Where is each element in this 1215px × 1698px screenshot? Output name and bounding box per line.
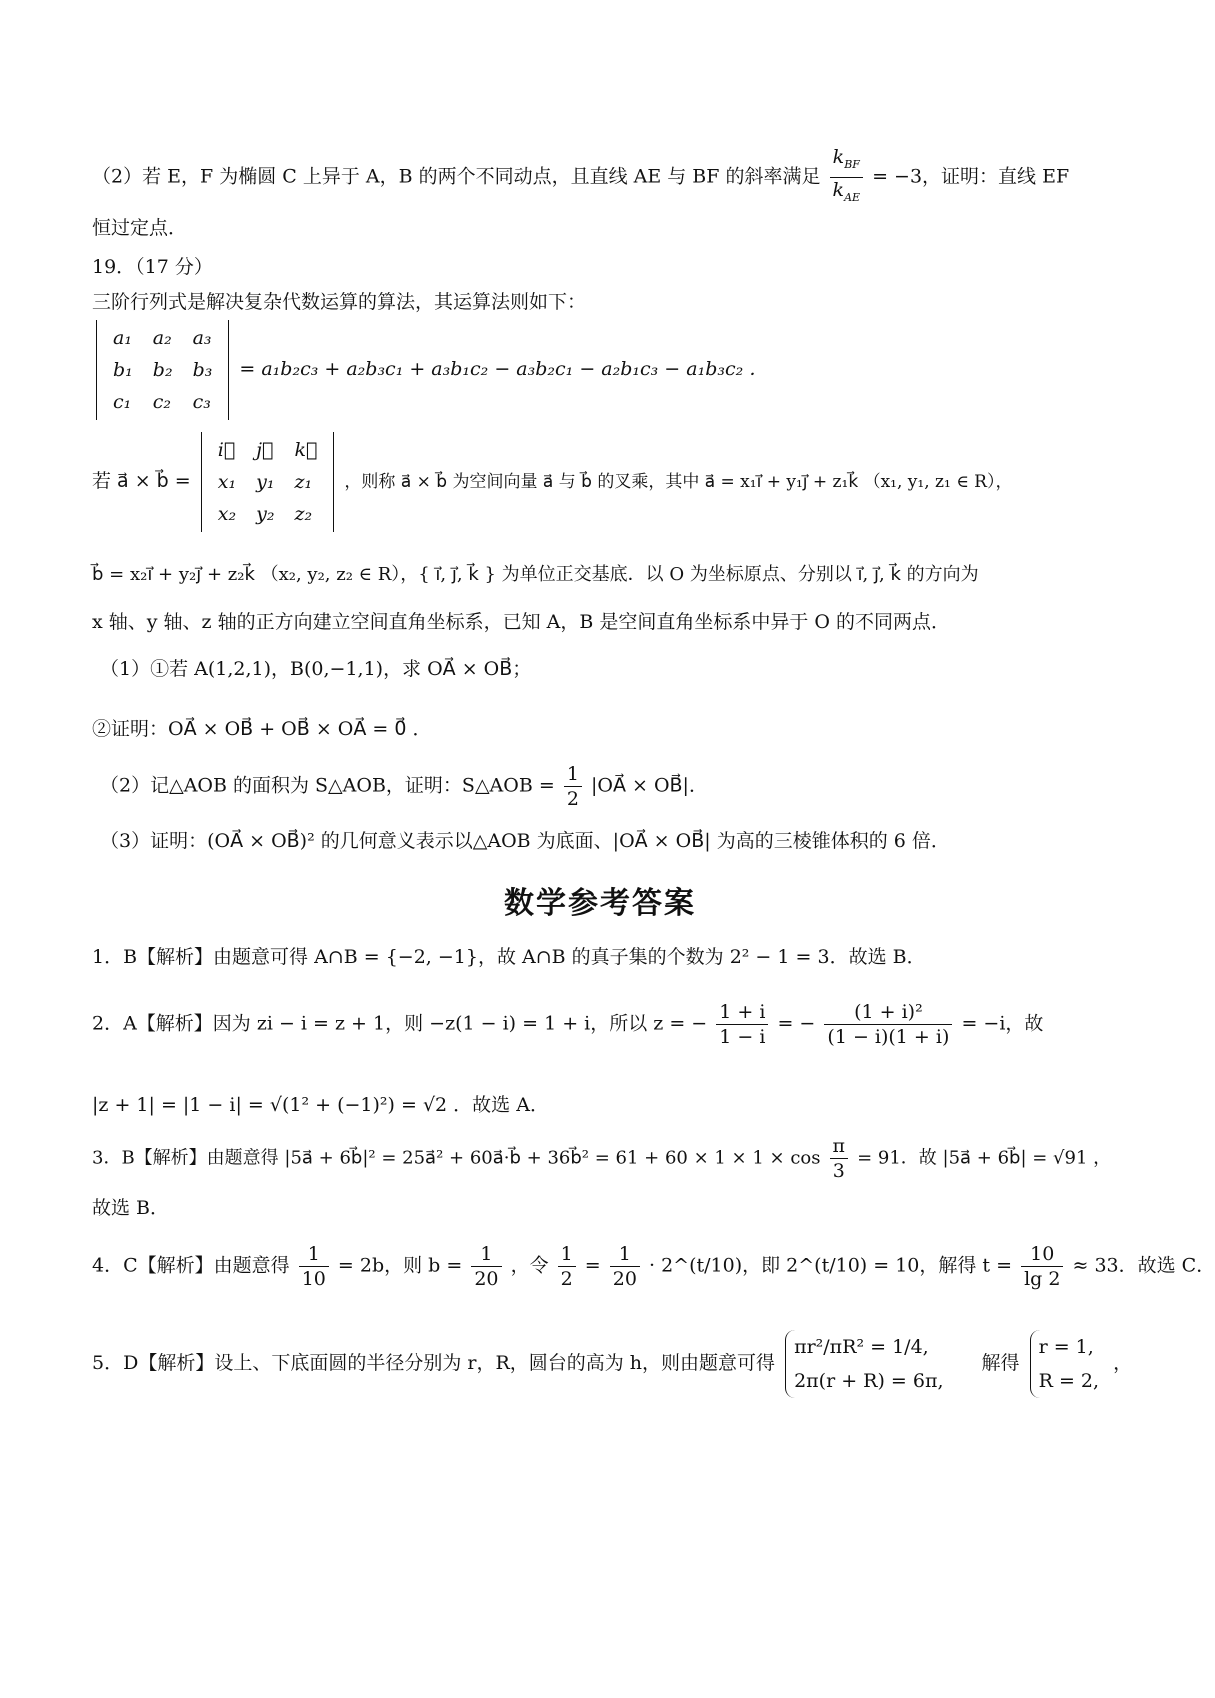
answer-2-line1: [92, 1000, 1130, 1049]
answer-3-line1: [92, 1134, 1130, 1183]
det-cell: a₃: [192, 327, 212, 349]
determinant-3x3: [96, 320, 229, 420]
answer-4-frac1: [299, 1242, 329, 1291]
det-cell: i⃗: [217, 439, 236, 461]
frac-den-sub: AE: [844, 190, 861, 204]
answer-3-line2: 故选 B．: [92, 1197, 170, 1219]
cross-product-definition: [92, 432, 1130, 532]
determinant-expansion: = a₁b₂c₃ + a₂b₃c₁ + a₃b₁c₂ − a₃b₂c₁ − a₂b₁c₃ − a₁b₃c₂ ．: [239, 358, 769, 380]
q19-part3: （3）证明：(OA⃗ × OB⃗)² 的几何意义表示以△AOB 为底面、|OA⃗ × OB⃗| 为高的三棱锥体积的 6 倍．: [100, 830, 950, 852]
text: = −: [777, 1012, 816, 1035]
q19-heading: 19．（17 分）: [92, 256, 213, 278]
text: = 2b，则 b =: [337, 1254, 463, 1277]
q18-part2-line1: [92, 145, 1130, 210]
q18-part2-line2: 恒过定点．: [92, 217, 188, 239]
det-cell: a₁: [113, 327, 132, 349]
det-cell: c₂: [152, 391, 172, 413]
text: · 2^(t/10)，即 2^(t/10) = 10，解得 t =: [648, 1254, 1013, 1277]
frac-num: 1: [299, 1242, 329, 1267]
text: = −3，证明：直线 EF: [872, 165, 1070, 188]
q19-part1-2: ②证明：OA⃗ × OB⃗ + OB⃗ × OA⃗ = 0⃗ ．: [92, 718, 432, 740]
det-cell: z₂: [294, 503, 313, 525]
equation-system: [785, 1330, 951, 1398]
text: |OA⃗ × OB⃗|．: [590, 774, 708, 797]
system-eq-1: πr²/πR² = 1/4,: [794, 1336, 929, 1358]
text: ，令: [510, 1254, 549, 1277]
system-eq-2: 2π(r + R) = 6π,: [794, 1370, 944, 1392]
text: =: [584, 1254, 601, 1277]
det-cell: a₂: [152, 327, 172, 349]
solution-system: [1030, 1330, 1107, 1398]
det-cell: x₁: [217, 471, 237, 493]
det-cell: y₁: [256, 471, 275, 493]
det-cell: c₃: [192, 391, 211, 413]
det-cell: b₂: [152, 359, 173, 381]
text: 解得: [981, 1352, 1020, 1374]
text: 2．A【解析】因为 zi − i = z + 1，则 −z(1 − i) = 1 + i，所以 z = −: [92, 1012, 708, 1035]
text: 若 a⃗ × b⃗ =: [92, 470, 191, 492]
det-cell: x₂: [217, 503, 237, 525]
q19-part2: [100, 762, 1130, 811]
frac-den: 20: [612, 1268, 637, 1290]
answer-1: 1．B【解析】由题意可得 A∩B = {−2, −1}，故 A∩B 的真子集的个数为 2² − 1 = 3．故选 B．: [92, 946, 926, 968]
answers-title: 数学参考答案: [504, 886, 696, 921]
answer-5: [92, 1330, 1133, 1398]
frac-num: π: [830, 1134, 849, 1159]
solution-eq-2: R = 2,: [1038, 1370, 1100, 1392]
q19-intro: 三阶行列式是解决复杂代数运算的算法，其运算法则如下：: [92, 291, 587, 313]
text: （2）记△AOB 的面积为 S△AOB，证明：S△AOB =: [100, 774, 555, 797]
text: 4．C【解析】由题意得: [92, 1254, 290, 1277]
frac-den: 2: [566, 788, 579, 810]
answer-4-frac3: [558, 1242, 576, 1291]
frac-num: 1: [558, 1242, 576, 1267]
det-cell: b₁: [113, 359, 133, 381]
frac-num-sub: BF: [844, 157, 860, 171]
text: ，则称 a⃗ × b⃗ 为空间向量 a⃗ 与 b⃗ 的叉乘，其中 a⃗ = x₁i⃗ + y₁j⃗ + z₁k⃗ （x₁, y₁, z₁ ∈ R），: [344, 472, 1013, 492]
text: （2）若 E，F 为椭圆 C 上异于 A，B 的两个不同动点，且直线 AE 与 BF 的斜率满足: [92, 165, 821, 188]
answer-2-line2: |z + 1| = |1 − i| = √(1² + (−1)²) = √2 ．故选 A．: [92, 1094, 549, 1116]
answer-4-frac4: [610, 1242, 640, 1291]
answer-2-frac2: [824, 1000, 952, 1049]
text: 5．D【解析】设上、下底面圆的半径分别为 r，R，圆台的高为 h，则由题意可得: [92, 1352, 776, 1374]
answer-2-frac1: [716, 1000, 768, 1049]
text: = −i，故: [961, 1012, 1044, 1035]
frac-num: (1 + i)²: [824, 1000, 952, 1025]
frac-den: (1 − i)(1 + i): [827, 1026, 950, 1048]
det-cell: b₃: [192, 359, 213, 381]
frac-den: 20: [474, 1268, 499, 1290]
frac-den: 1 − i: [719, 1026, 766, 1048]
answer-3-frac: [830, 1134, 849, 1183]
frac-num: 1: [610, 1242, 640, 1267]
frac-den: 3: [832, 1160, 845, 1182]
determinant-definition: [92, 320, 1130, 420]
answer-4: [92, 1242, 1215, 1291]
answer-4-frac2: [471, 1242, 501, 1291]
slope-ratio-fraction: [830, 145, 864, 210]
frac-den: 10: [301, 1268, 326, 1290]
det-cell: j⃗: [256, 439, 274, 461]
frac-den: 2: [560, 1268, 573, 1290]
text: ≈ 33．故选 C．: [1072, 1254, 1215, 1277]
cross-product-line2: b⃗ = x₂i⃗ + y₂j⃗ + z₂k⃗ （x₂, y₂, z₂ ∈ R），{ i⃗, j⃗, k⃗ } 为单位正交基底．以 O 为坐标原点、分别以 i⃗, j⃗, k⃗ 的方向为: [92, 564, 979, 585]
cross-product-line3: x 轴、y 轴、z 轴的正方向建立空间直角坐标系，已知 A，B 是空间直角坐标系中异于 O 的不同两点．: [92, 611, 950, 633]
det-cell: c₁: [113, 391, 132, 413]
cross-product-determinant: [201, 432, 335, 532]
det-cell: k⃗: [294, 439, 318, 461]
q19-part1-1: （1）①若 A(1,2,1)，B(0,−1,1)，求 OA⃗ × OB⃗；: [100, 658, 532, 680]
text: = 91．故 |5a⃗ + 6b⃗| = √91 ，: [857, 1147, 1112, 1169]
frac-den: k: [832, 178, 845, 201]
frac-num: 1: [564, 762, 582, 787]
solution-eq-1: r = 1,: [1038, 1336, 1094, 1358]
frac-den: lg 2: [1024, 1268, 1061, 1290]
frac-num: 1: [471, 1242, 501, 1267]
det-cell: y₂: [256, 503, 275, 525]
frac-num: 10: [1021, 1242, 1063, 1267]
frac-num: 1 + i: [716, 1000, 768, 1025]
text: ，: [1113, 1352, 1133, 1374]
det-cell: z₁: [294, 471, 313, 493]
frac-num: k: [832, 146, 845, 168]
text: 3．B【解析】由题意得 |5a⃗ + 6b⃗|² = 25a⃗² + 60a⃗·b⃗ + 36b⃗² = 61 + 60 × 1 × 1 × cos: [92, 1147, 821, 1169]
answer-4-frac5: [1021, 1242, 1063, 1291]
half-fraction: [564, 762, 582, 811]
